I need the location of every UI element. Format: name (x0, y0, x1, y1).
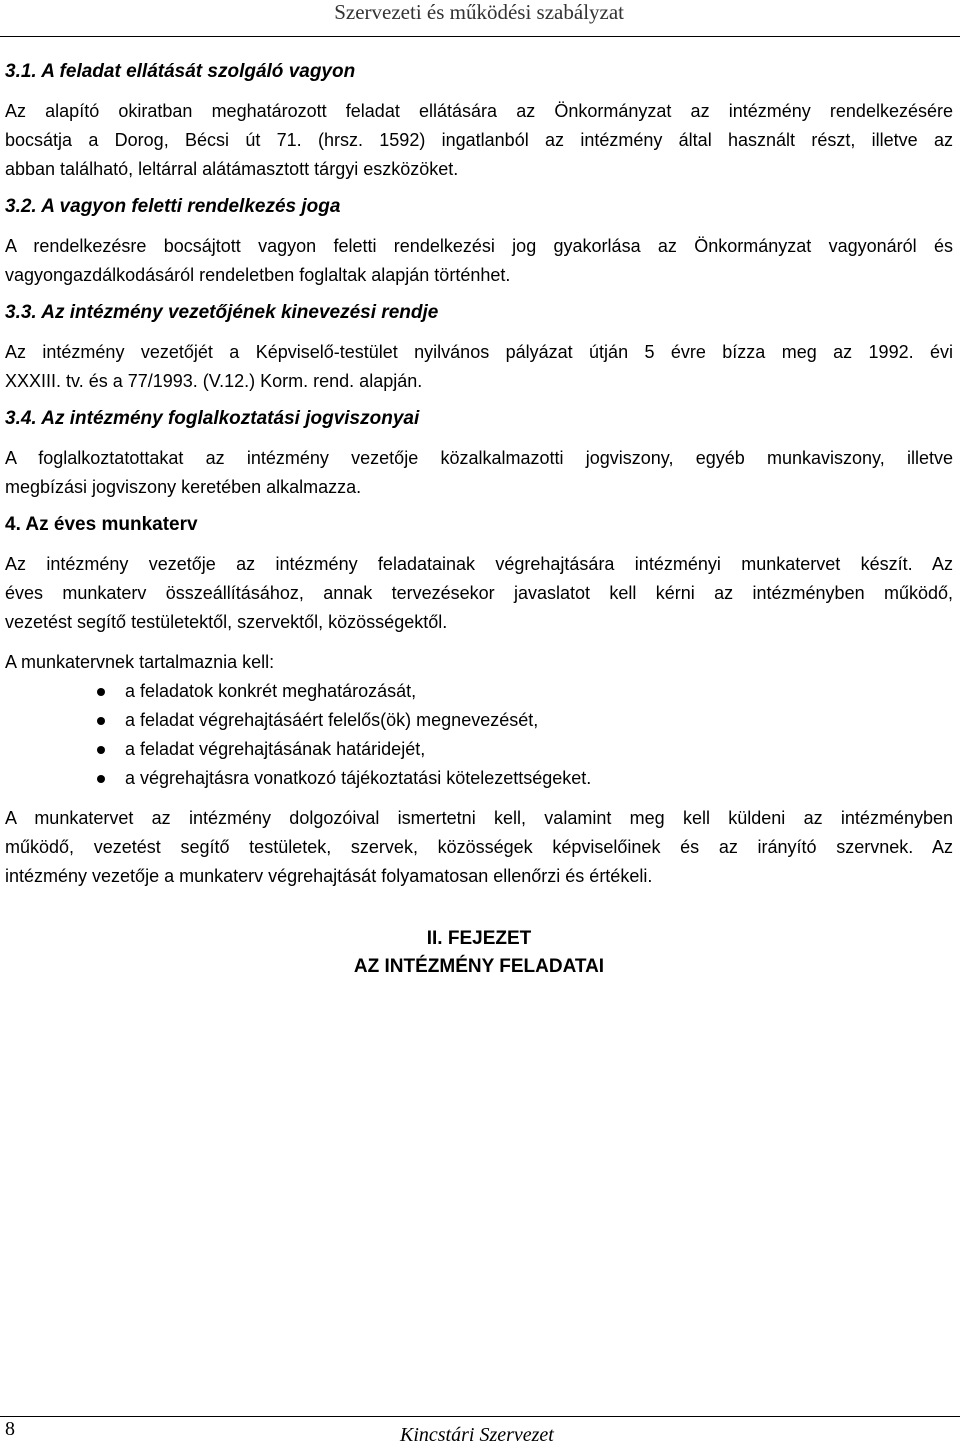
paragraph-line: Az alapító okiratban meghatározott feladat ellátására az Önkormányzat az intézmény rendelkezésére (5, 101, 953, 121)
section-heading-3-1: 3.1. A feladat ellátását szolgáló vagyon (5, 61, 356, 82)
running-header: Szervezeti és működési szabályzat (334, 0, 624, 24)
list-item: a végrehajtásra vonatkozó tájékoztatási kötelezettségeket. (5, 764, 953, 793)
paragraph-line: abban található, leltárral alátámasztott tárgyi eszközöket. (5, 159, 459, 179)
bullet-icon (97, 688, 105, 696)
header-divider (0, 36, 960, 37)
paragraph-line: vagyongazdálkodásáról rendeletben foglaltak alapján történhet. (5, 265, 511, 285)
bullet-icon (97, 746, 105, 754)
paragraph-line: A rendelkezésre bocsájtott vagyon feletti rendelkezési jog gyakorlása az Önkormányzat vagyonáról és (5, 236, 953, 256)
chapter-number: II. FEJEZET (426, 928, 532, 949)
paragraph-line: XXXIII. tv. és a 77/1993. (V.12.) Korm. rend. alapján. (5, 371, 423, 391)
section-heading-3-2: 3.2. A vagyon feletti rendelkezés joga (5, 196, 341, 217)
paragraph-line: megbízási jogviszony keretében alkalmazza. (5, 477, 362, 497)
paragraph-line: intézmény vezetője a munkaterv végrehajtását folyamatosan ellenőrzi és értékeli. (5, 866, 653, 886)
list-intro: A munkatervnek tartalmaznia kell: (5, 652, 275, 672)
list-item: a feladat végrehajtásának határidejét, (5, 735, 953, 764)
section-heading-4: 4. Az éves munkaterv (5, 514, 198, 535)
page-body (5, 58, 953, 981)
footer-organization: Kincstári Szervezet (400, 1424, 554, 1446)
section-heading-3-4: 3.4. Az intézmény foglalkoztatási jogviszonyai (5, 408, 420, 429)
list-item: a feladatok konkrét meghatározását, (5, 677, 953, 706)
paragraph-line: bocsátja a Dorog, Bécsi út 71. (hrsz. 1592) ingatlanból az intézmény által használt részt, illetve az (5, 130, 953, 150)
paragraph-line: éves munkaterv összeállításához, annak tervezésekor javaslatot kell kérni az intézményben működő, (5, 583, 953, 603)
requirements-list (5, 677, 953, 793)
paragraph-line: működő, vezetést segítő testületek, szervek, közösségek képviselőinek és az irányító szervnek. Az (5, 837, 953, 857)
paragraph-line: vezetést segítő testületektől, szervektől, közösségektől. (5, 612, 448, 632)
paragraph-line: Az intézmény vezetőjét a Képviselő-testület nyilvános pályázat útján 5 évre bízza meg az 1992. évi (5, 342, 953, 362)
paragraph-line: Az intézmény vezetője az intézmény feladatainak végrehajtására intézményi munkatervet készít. Az (5, 554, 953, 574)
footer-divider (0, 1416, 960, 1417)
chapter-title: AZ INTÉZMÉNY FELADATAI (353, 956, 605, 977)
paragraph-line: A munkatervet az intézmény dolgozóival ismertetni kell, valamint meg kell küldeni az intézményben (5, 808, 953, 828)
bullet-icon (97, 775, 105, 783)
paragraph-line: A foglalkoztatottakat az intézmény vezetője közalkalmazotti jogviszony, egyéb munkaviszony, illetve (5, 448, 953, 468)
section-heading-3-3: 3.3. Az intézmény vezetőjének kinevezési rendje (5, 302, 439, 323)
page-number: 8 (5, 1418, 15, 1440)
list-item: a feladat végrehajtásáért felelős(ök) megnevezését, (5, 706, 953, 735)
bullet-icon (97, 717, 105, 725)
